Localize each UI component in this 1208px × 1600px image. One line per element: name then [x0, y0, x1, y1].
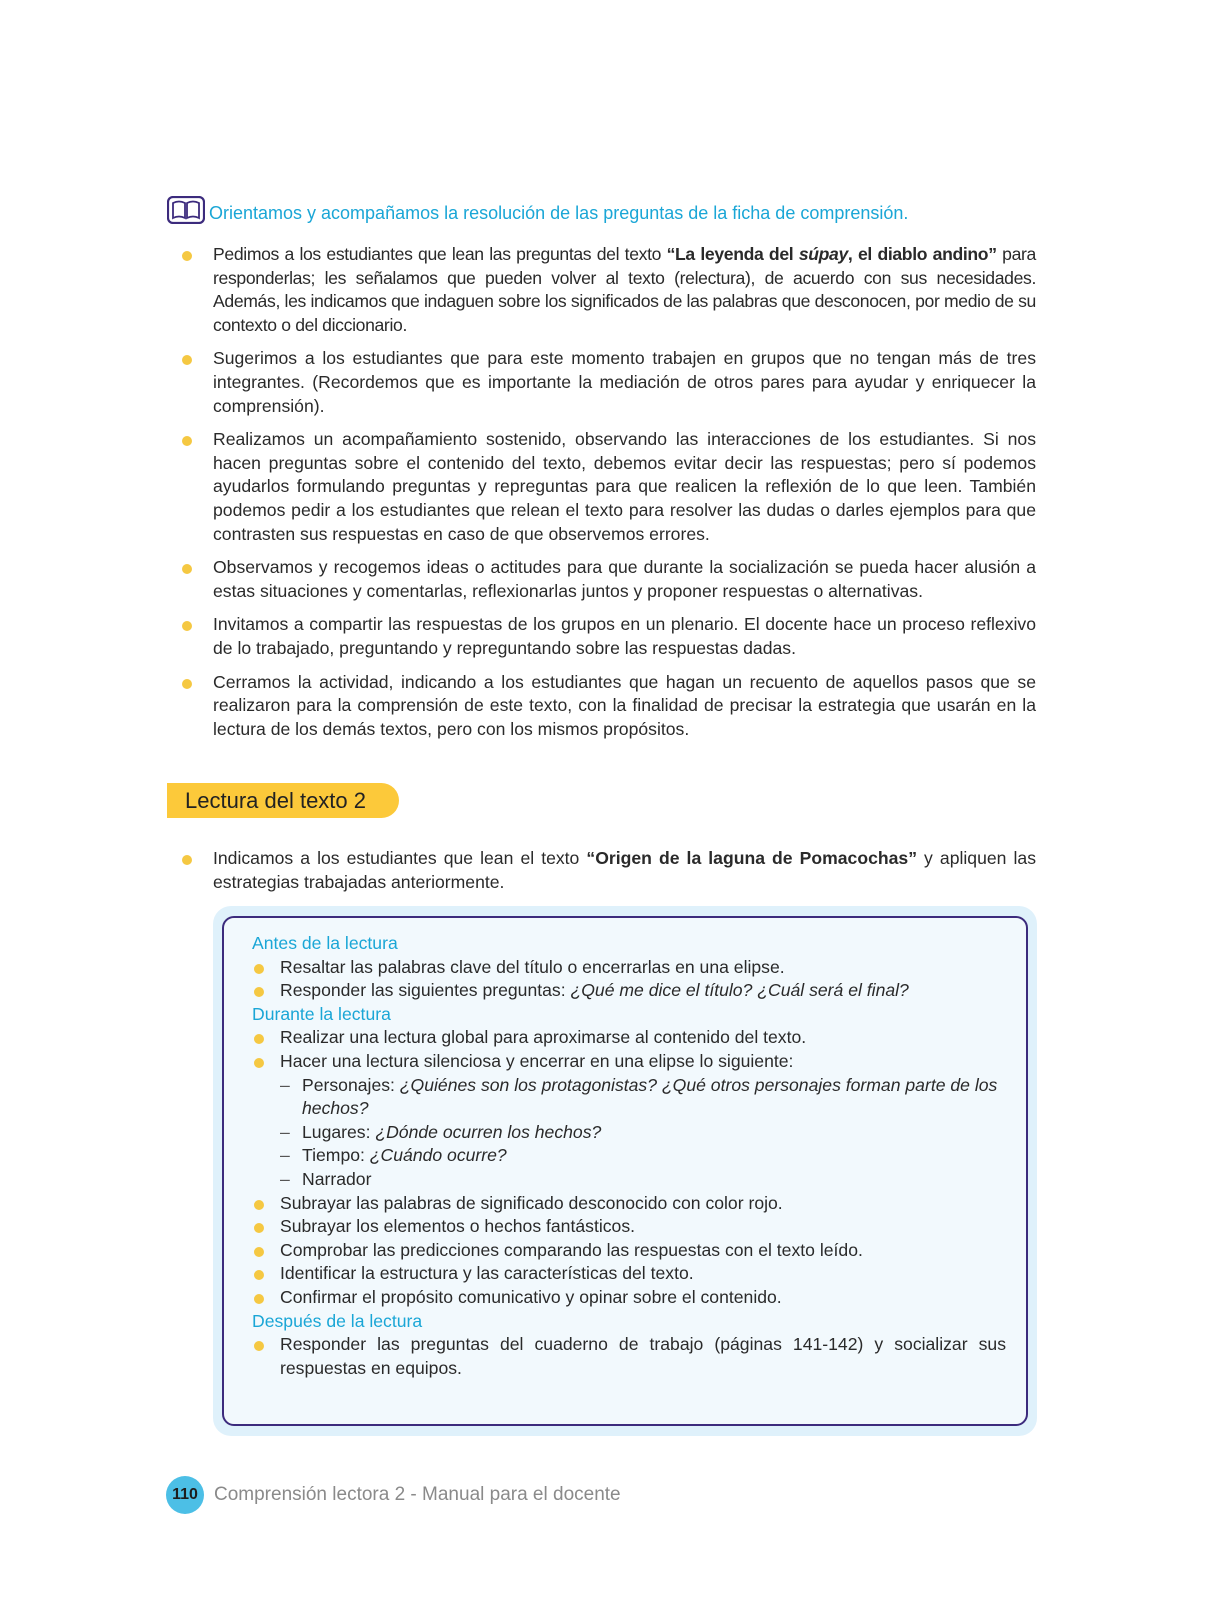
list-item: Responder las preguntas del cuaderno de trabajo (páginas 141-142) y socializar sus respuestas en equipos. — [252, 1333, 1006, 1380]
bullet-icon — [254, 1247, 264, 1257]
list-item: Comprobar las predicciones comparando las respuestas con el texto leído. — [252, 1239, 1006, 1263]
list-item: Confirmar el propósito comunicativo y opinar sobre el contenido. — [252, 1286, 1006, 1310]
section-title-tab: Lectura del texto 2 — [167, 783, 399, 818]
list-item: Resaltar las palabras clave del título o encerrarlas en una elipse. — [252, 956, 1006, 980]
list-item: Indicamos a los estudiantes que lean el texto “Origen de la laguna de Pomacochas” y apliquen las estrategias trabajadas anteriormente. — [182, 847, 1036, 894]
dash-icon: – — [280, 1121, 290, 1142]
dash-icon: – — [280, 1074, 290, 1095]
bullet-icon — [182, 621, 192, 631]
dash-icon: – — [280, 1168, 290, 1189]
bullet-icon — [254, 1058, 264, 1068]
sub-list-item: – Tiempo: ¿Cuándo ocurre? — [252, 1144, 1006, 1168]
bullet-icon — [254, 1223, 264, 1233]
antes-title: Antes de la lectura — [252, 933, 398, 953]
durante-list-2 — [252, 1192, 1006, 1310]
bullet-icon — [254, 1294, 264, 1304]
page-footer — [166, 1476, 621, 1514]
main-list — [182, 243, 1036, 751]
list-item: Sugerimos a los estudiantes que para este momento trabajen en grupos que no tengan más de tres integrantes. (Recordemos que es importante la mediación de otros pares para ayudar y enriquecer la comprensión). — [182, 347, 1036, 418]
bullet-icon — [182, 855, 192, 865]
list-item: Invitamos a compartir las respuestas de los grupos en un plenario. El docente hace un proceso reflexivo de lo trabajado, preguntando y repreguntando sobre las respuestas dadas. — [182, 613, 1036, 660]
durante-title: Durante la lectura — [252, 1003, 391, 1024]
bullet-icon — [254, 1341, 264, 1351]
bullet-icon — [254, 1270, 264, 1280]
sub-list-item: – Narrador — [252, 1168, 1006, 1192]
list-item: Hacer una lectura silenciosa y encerrar en una elipse lo siguiente: — [252, 1050, 1006, 1074]
dash-icon: – — [280, 1145, 290, 1166]
list-item: Subrayar las palabras de significado desconocido con color rojo. — [252, 1192, 1006, 1216]
sub-list-item: – Lugares: ¿Dónde ocurren los hechos? — [252, 1121, 1006, 1145]
bullet-icon — [254, 964, 264, 974]
list-item: Realizar una lectura global para aproximarse al contenido del texto. — [252, 1026, 1006, 1050]
bullet-icon — [182, 436, 192, 446]
bullet-icon — [254, 987, 264, 997]
list-item: Identificar la estructura y las características del texto. — [252, 1262, 1006, 1286]
durante-sub-list — [252, 1074, 1006, 1192]
bullet-icon — [254, 1200, 264, 1210]
list-item: Cerramos la actividad, indicando a los estudiantes que hagan un recuento de aquellos pasos que se realizaron para la comprensión de este texto, con la finalidad de precisar la estrategia que usarán en la lectura de los demás textos, pero con los mismos propósitos. — [182, 671, 1036, 742]
despues-list — [252, 1333, 1006, 1380]
list-item: Pedimos a los estudiantes que lean las preguntas del texto “La leyenda del súpay, el diablo andino” para responderlas; les señalamos que pueden volver al texto (relectura), de acuerdo con sus necesidades. Además, les indicamos que indaguen sobre los significados de las palabras que desconocen, por medio de su contexto o del diccionario. — [182, 243, 1036, 337]
bullet-icon — [182, 679, 192, 689]
section-heading — [167, 196, 1067, 224]
antes-list — [252, 956, 1006, 1003]
strategy-box — [213, 906, 1037, 1436]
bullet-icon — [182, 251, 192, 261]
list-item: Realizamos un acompañamiento sostenido, observando las interacciones de los estudiantes. Si nos hacen preguntas sobre el contenido del texto, debemos evitar decir las respuestas; pero sí podemos ayudarlos formulando preguntas y repreguntas para que realicen la reflexión de lo que leen. También podemos pedir a los estudiantes que relean el texto para resolver las dudas o darles ejemplos para que contrasten sus respuestas en caso de que observemos errores. — [182, 428, 1036, 546]
durante-list — [252, 1026, 1006, 1073]
bullet-icon — [254, 1034, 264, 1044]
bullet-icon — [182, 564, 192, 574]
despues-title: Después de la lectura — [252, 1310, 423, 1331]
heading-text: Orientamos y acompañamos la resolución de las preguntas de la ficha de comprensión. — [209, 203, 909, 223]
footer-text: Comprensión lectora 2 - Manual para el docente — [214, 1484, 621, 1505]
bullet-icon — [182, 355, 192, 365]
page-number: 110 — [166, 1476, 204, 1514]
list-item: Responder las siguientes preguntas: ¿Qué me dice el título? ¿Cuál será el final? — [252, 979, 1006, 1003]
list-item: Subrayar los elementos o hechos fantásticos. — [252, 1215, 1006, 1239]
strategy-box-inner — [222, 916, 1028, 1426]
list-item: Observamos y recogemos ideas o actitudes para que durante la socialización se pueda hacer alusión a estas situaciones y comentarlas, reflexionarlas juntos y proponer respuestas o alternativas. — [182, 556, 1036, 603]
book-icon — [167, 196, 205, 224]
sub-list-item: – Personajes: ¿Quiénes son los protagonistas? ¿Qué otros personajes forman parte de los hechos? — [280, 1074, 998, 1119]
section2-list — [182, 847, 1036, 894]
